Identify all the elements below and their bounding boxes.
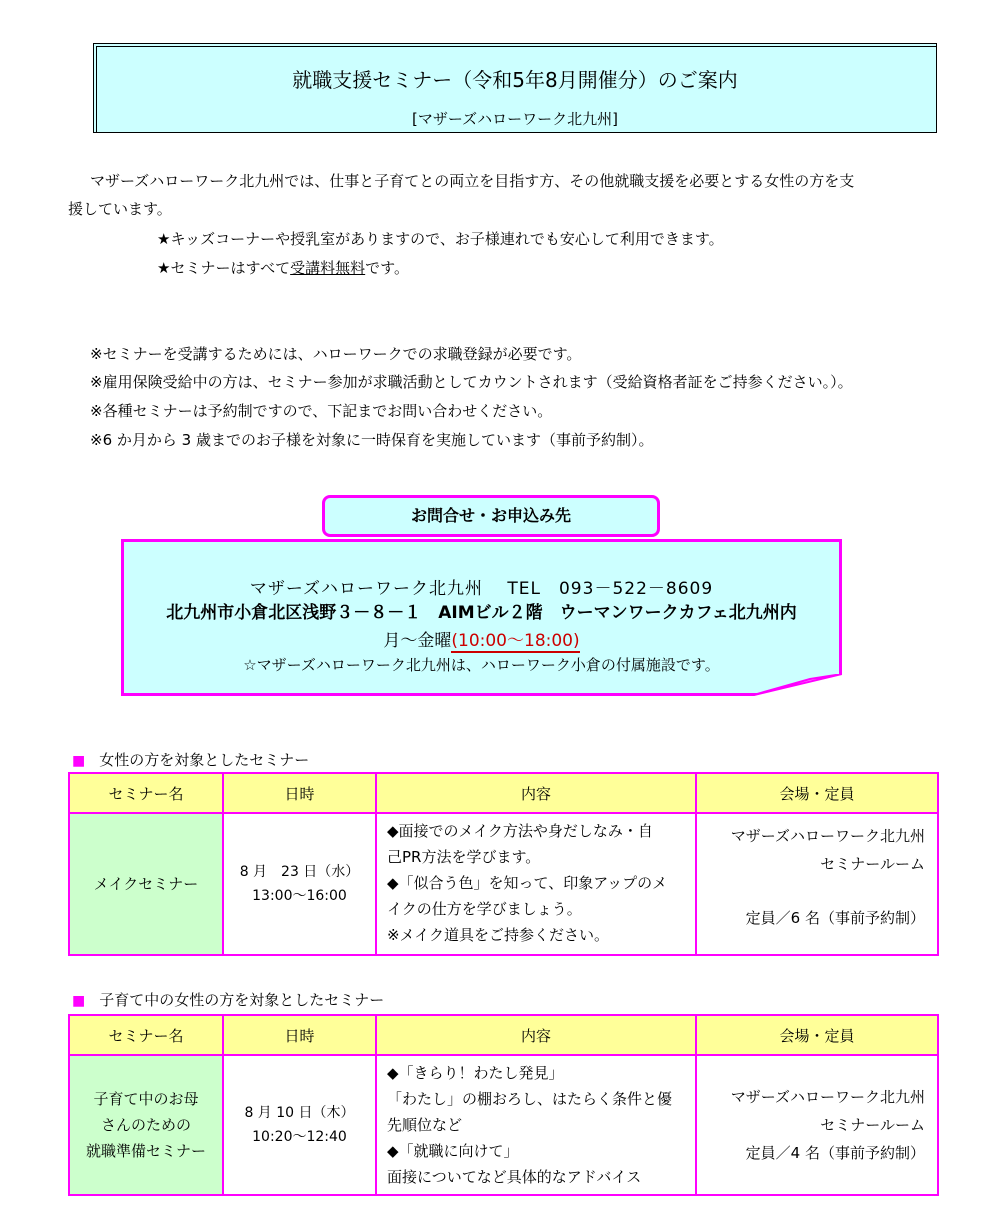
note-insurance: ※雇用保険受給中の方は、セミナー参加が求職活動としてカウントされます（受給資格者証をご持参ください。）。	[90, 373, 853, 391]
seminar-content	[376, 1055, 696, 1195]
intro-star-free	[157, 253, 409, 283]
seminar-content	[376, 813, 696, 955]
intro-line-1: マザーズハローワーク北九州では、仕事と子育てとの両立を目指す方、その他就職支援を必要とする女性の方を支	[90, 172, 855, 190]
seminar-time: 13:00～16:00	[252, 888, 347, 904]
section-marker-icon: ■	[72, 993, 86, 1009]
seminar-time: 10:20～12:40	[252, 1129, 347, 1145]
header-datetime: 日時	[223, 773, 376, 813]
content-line: ※メイク道具をご持参ください。	[387, 926, 609, 944]
contact-phone: マザーズハローワーク北九州 TEL 093－522－8609	[249, 579, 714, 599]
table-row	[69, 813, 938, 955]
free-emphasis: 受講料無料	[290, 259, 366, 277]
seminar-name-line: 就職準備セミナー	[85, 1142, 206, 1160]
content-line: ◆「きらり！わたし発見」	[387, 1064, 564, 1082]
venue-room: セミナールーム	[820, 855, 925, 873]
seminar-name-line: さんのための	[100, 1116, 191, 1134]
title-box	[93, 43, 937, 133]
header-seminar-name: セミナー名	[69, 773, 223, 813]
seminar-date: 8 月 10 日（木）	[244, 1105, 355, 1121]
contact-box	[121, 539, 842, 696]
venue-capacity: 定員／4 名（事前予約制）	[745, 1144, 925, 1162]
table-row	[69, 1055, 938, 1195]
seminar-venue	[696, 813, 938, 955]
venue-capacity: 定員／6 名（事前予約制）	[745, 909, 925, 927]
note-childcare: ※6 か月から 3 歳までのお子様を対象に一時保育を実施しています（事前予約制）。	[90, 431, 654, 449]
page-title: 就職支援セミナー（令和5年8月開催分）のご案内	[292, 68, 738, 92]
seminar-table-women	[68, 772, 939, 956]
header-content: 内容	[376, 1015, 696, 1055]
seminar-datetime	[223, 1055, 376, 1195]
seminar-name: メイクセミナー	[69, 813, 223, 955]
section-mothers-heading	[72, 989, 384, 1010]
content-line: ◆面接でのメイク方法や身だしなみ・自	[387, 822, 653, 840]
section-mothers-title: 子育て中の女性の方を対象としたセミナー	[99, 991, 385, 1009]
contact-hours	[124, 626, 839, 651]
venue-name: マザーズハローワーク北九州	[730, 1088, 925, 1106]
content-line: 先順位など	[387, 1116, 463, 1134]
contact-days: 月～金曜	[383, 631, 452, 651]
section-women-title: 女性の方を対象としたセミナー	[99, 751, 310, 769]
content-line: 「わたし」の棚おろし、はたらく条件と優	[387, 1090, 673, 1108]
content-line: ◆「就職に向けて」	[387, 1142, 519, 1160]
contact-hours-time: (10:00～18:00)	[451, 631, 580, 651]
intro-line-2: 援しています。	[68, 200, 172, 218]
intro-star-kids: ★キッズコーナーや授乳室がありますので、お子様連れでも安心して利用できます。	[157, 230, 724, 248]
seminar-table-mothers	[68, 1014, 939, 1196]
header-venue: 会場・定員	[696, 773, 938, 813]
seminar-venue	[696, 1055, 938, 1195]
note-reservation: ※各種セミナーは予約制ですので、下記までお問い合わせください。	[90, 402, 553, 420]
free-suffix: です。	[365, 259, 409, 277]
seminar-name	[69, 1055, 223, 1195]
contact-note: ☆マザーズハローワーク北九州は、ハローワーク小倉の付属施設です。	[243, 656, 720, 674]
seminar-date: 8 月 23 日（水）	[239, 864, 360, 880]
seminar-datetime	[223, 813, 376, 955]
content-line: 己PR方法を学びます。	[387, 848, 541, 866]
page-curl-icon	[750, 674, 842, 696]
free-prefix: ★セミナーはすべて	[157, 259, 291, 277]
contact-address: 北九州市小倉北区浅野３－８－１ AIMビル２階 ウーマンワークカフェ北九州内	[166, 603, 797, 623]
header-venue: 会場・定員	[696, 1015, 938, 1055]
note-registration: ※セミナーを受講するためには、ハローワークでの求職登録が必要です。	[90, 345, 582, 363]
content-line: イクの仕方を学びましょう。	[387, 900, 582, 918]
content-line: 面接についてなど具体的なアドバイス	[387, 1168, 642, 1186]
venue-spacer	[697, 878, 925, 904]
table-header-row	[69, 773, 938, 813]
contact-tab: お問合せ・お申込み先	[322, 495, 660, 537]
page-subtitle: [マザーズハローワーク北九州]	[412, 110, 618, 128]
header-content: 内容	[376, 773, 696, 813]
title-box-inner-border-top	[96, 46, 936, 47]
header-seminar-name: セミナー名	[69, 1015, 223, 1055]
header-datetime: 日時	[223, 1015, 376, 1055]
content-line: ◆「似合う色」を知って、印象アップのメ	[387, 874, 668, 892]
seminar-name-line: 子育て中のお母	[93, 1090, 199, 1108]
section-women-heading	[72, 749, 309, 770]
section-marker-icon: ■	[72, 753, 86, 769]
venue-room: セミナールーム	[820, 1116, 925, 1134]
venue-name: マザーズハローワーク北九州	[730, 827, 925, 845]
table-header-row	[69, 1015, 938, 1055]
